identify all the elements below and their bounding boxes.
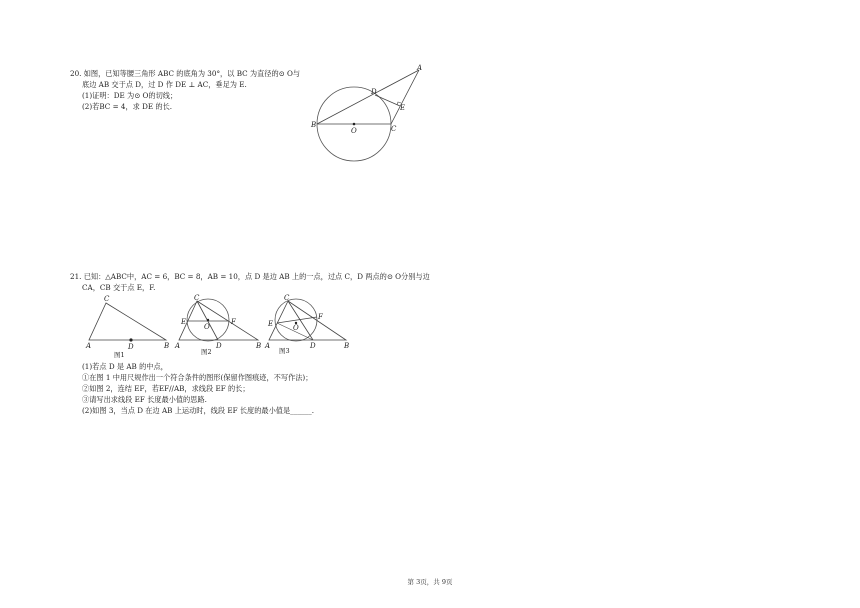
fig1-point-d [129, 338, 132, 341]
fig2-center-dot [207, 319, 209, 321]
q21-part-1a: ①在图 1 中用尺规作出一个符合条件的图形(保留作图痕迹，不写作法)； [82, 373, 313, 382]
fig2-label-a: A [175, 342, 181, 350]
q21-figure-2 [174, 293, 264, 359]
fig2-label-e: E [181, 318, 187, 326]
q21-part-1: (1)若点 D 是 AB 的中点， [82, 362, 168, 371]
q20-center-dot [353, 123, 356, 126]
q21-line-2: CA，CB 交于点 E，F. [82, 283, 156, 292]
q20-line-ca [391, 70, 419, 124]
q20-figure [305, 62, 435, 162]
fig3-label-a: A [265, 342, 271, 350]
q21-figure-3 [264, 293, 354, 359]
fig2-label-f: F [231, 318, 236, 326]
fig2-label-o: O [204, 323, 210, 331]
question-21 [70, 271, 430, 293]
question-20 [70, 68, 300, 112]
fig3-line-ef [277, 317, 317, 323]
fig1-label-a: A [86, 342, 92, 350]
q20-line-de [375, 95, 400, 106]
q20-label-c: C [391, 125, 397, 133]
fig1-triangle [89, 303, 166, 340]
fig2-caption: 图2 [201, 348, 212, 356]
q20-label-a: A [417, 64, 423, 72]
q20-label-o: O [351, 127, 357, 135]
fig2-label-d: D [216, 342, 222, 350]
question-21-parts [70, 361, 314, 416]
fig3-label-d: D [310, 342, 316, 350]
q20-line-1: 20. 如图，已知等腰三角形 ABC 的底角为 30°，以 BC 为直径的⊙ O与 [70, 69, 301, 78]
q20-line-2: 底边 AB 交于点 D，过 D 作 DE ⊥ AC，垂足为 E. [82, 80, 247, 89]
fig1-label-c: C [104, 295, 110, 303]
fig2-label-b: B [256, 342, 262, 350]
fig2-label-c: C [194, 294, 200, 302]
fig3-caption: 图3 [279, 347, 290, 355]
q20-line-ba [317, 70, 419, 124]
q20-label-d: D [371, 88, 377, 96]
fig3-label-b: B [344, 342, 350, 350]
fig3-label-c: C [284, 294, 290, 302]
fig3-label-f: F [318, 313, 323, 321]
q20-part-1: (1)证明：DE 为⊙ O的切线； [82, 91, 178, 100]
fig1-caption: 图1 [114, 351, 125, 359]
q20-part-2: (2)若BC = 4，求 DE 的长. [82, 102, 173, 111]
q21-line-1: 21. 已知：△ABC中，AC = 6，BC = 8，AB = 10，点 D 是边 AB 上的一点，过点 C，D 两点的⊙ O分别与边 [70, 272, 430, 281]
fig3-label-o: O [293, 324, 299, 332]
fig2-triangle [179, 301, 258, 340]
fig3-label-e: E [268, 320, 274, 328]
fig1-label-d: D [128, 343, 134, 351]
q20-label-b: B [311, 121, 317, 129]
q21-part-2: (2)如图 3，当点 D 在边 AB 上运动时，线段 EF 长度的最小值是______. [82, 406, 315, 415]
q21-part-1c: ③请写出求线段 EF 长度最小值的思路. [82, 395, 207, 404]
q20-label-e: E [400, 104, 406, 112]
q21-part-1b: ②如图 2，连结 EF，若EF//AB，求线段 EF 的长； [82, 384, 250, 393]
q21-figure-1 [84, 293, 174, 359]
fig1-label-b: B [164, 342, 170, 350]
page-footer: 第 3页，共 9页 [407, 578, 453, 586]
